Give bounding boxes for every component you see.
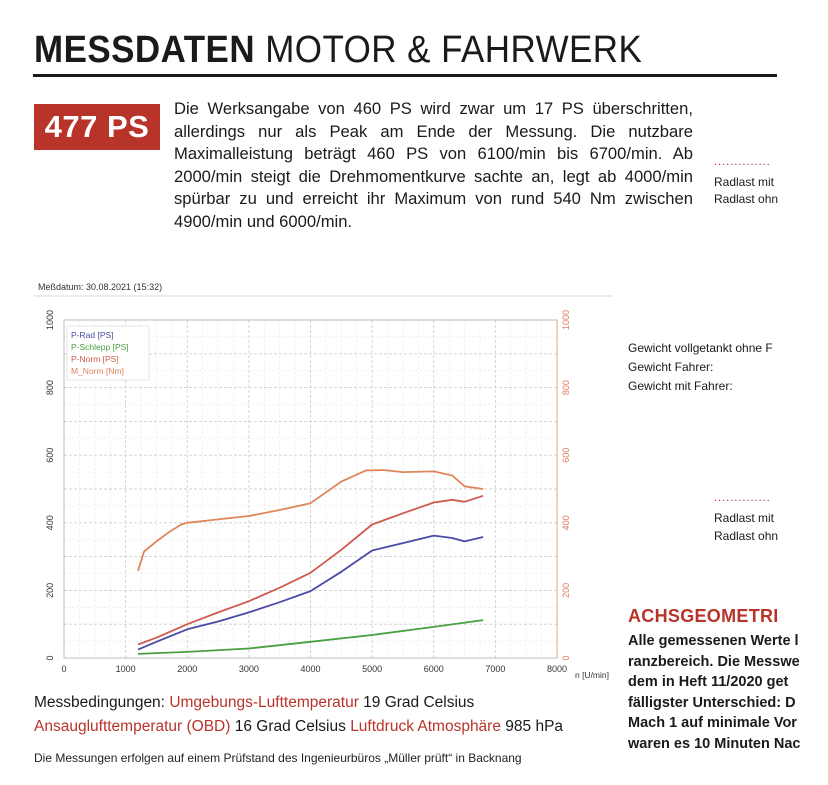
pressure-value: 985 hPa (505, 718, 564, 735)
y-tick-label-right: 1000 (561, 309, 571, 331)
pressure-label: Luftdruck Atmosphäre (350, 718, 501, 735)
achs-line: fälligster Unterschied: D (628, 694, 796, 711)
x-tick-label: 7000 (485, 664, 506, 674)
x-tick-label: 0 (61, 664, 67, 674)
legend-entry: P-Norm [PS] (71, 354, 119, 364)
sidebar-radlast-1: Radlast mit (714, 175, 775, 189)
achs-line: waren es 10 Minuten Nac (628, 735, 801, 752)
sidebar-dots-2: .............. (714, 492, 771, 504)
y-tick-label-right: 600 (561, 447, 571, 463)
y-tick-label-right: 400 (561, 515, 571, 531)
intro-text: Die Werksangabe von 460 PS wird zwar um 17 PS überschritten, allerdings nur als Peak am Ende der Messung. Die nutzbare Maximalleistung beträgt 460 PS von 6100/min bis 6700/min. Ab 2000/min steigt die Drehmomentkurve sachte an, legt ab 4000/min spürbar zu und erreicht ihr Maximum von rund 540 Nm zwischen 4900/min und 6000/min. (174, 99, 693, 231)
sidebar-dots: .............. (714, 156, 771, 168)
y-tick-label-left: 200 (45, 582, 55, 598)
y-tick-label-left: 400 (45, 515, 55, 531)
conditions-label: Messbedingungen: (34, 694, 165, 711)
x-tick-label: 1000 (115, 664, 136, 674)
y-tick-label-right: 0 (561, 655, 571, 661)
sidebar-weight-2: Gewicht Fahrer: (628, 360, 714, 374)
footnote: Die Messungen erfolgen auf einem Prüfstand des Ingenieurbüros „Müller prüft“ in Backnang (34, 751, 522, 765)
y-tick-label-left: 1000 (45, 309, 55, 331)
x-axis-label: n [U/min] (574, 670, 609, 680)
headline-rule (33, 74, 777, 77)
sidebar-radlast-4: Radlast ohn (714, 529, 779, 543)
sidebar-weight-3: Gewicht mit Fahrer: (628, 379, 733, 393)
conditions-line-2 (34, 718, 563, 736)
x-tick-label: 8000 (546, 664, 568, 674)
sidebar-radlast-3: Radlast mit (714, 511, 775, 525)
dyno-chart (32, 276, 614, 691)
achs-line: Alle gemessenen Werte l (628, 633, 799, 649)
intake-temp-label: Ansauglufttemperatur (OBD) (34, 718, 231, 735)
sidebar-radlast-2: Radlast ohn (714, 192, 779, 206)
ambient-temp-label: Umgebungs-Lufttemperatur (169, 694, 359, 711)
x-tick-label: 5000 (362, 664, 383, 674)
x-tick-label: 6000 (423, 664, 444, 674)
chart-title: Meßdatum: 30.08.2021 (15:32) (38, 282, 163, 292)
y-tick-label-right: 800 (561, 380, 571, 396)
x-tick-label: 3000 (238, 664, 259, 674)
legend-entry: M_Norm [Nm] (71, 366, 124, 376)
sidebar-weight-1: Gewicht vollgetankt ohne F (628, 341, 773, 355)
chart-legend (67, 326, 149, 380)
achs-line: dem in Heft 11/2020 get (628, 674, 789, 690)
conditions-line-1 (34, 694, 474, 712)
headline-bold: MESSDATEN (34, 29, 256, 71)
legend-entry: P-Rad [PS] (71, 330, 114, 340)
achsgeometrie-heading: ACHSGEOMETRI (628, 606, 779, 626)
x-tick-label: 4000 (300, 664, 321, 674)
achs-line: ranzbereich. Die Messwe (628, 653, 800, 670)
achs-line: Mach 1 auf minimale Vor (628, 715, 797, 731)
y-tick-label-right: 200 (561, 582, 571, 598)
page-headline (34, 28, 642, 72)
power-badge: 477 PS (34, 104, 160, 150)
ambient-temp-value: 19 Grad Celsius (363, 694, 475, 711)
legend-entry: P-Schlepp [PS] (71, 342, 129, 352)
x-tick-label: 2000 (177, 664, 198, 674)
intake-temp-value: 16 Grad Celsius (234, 718, 346, 735)
y-tick-label-left: 0 (45, 655, 55, 661)
achsgeometrie-text (628, 631, 828, 754)
y-tick-label-left: 800 (45, 380, 55, 396)
y-tick-label-left: 600 (45, 447, 55, 463)
headline-light: MOTOR & FAHRWERK (265, 29, 643, 71)
